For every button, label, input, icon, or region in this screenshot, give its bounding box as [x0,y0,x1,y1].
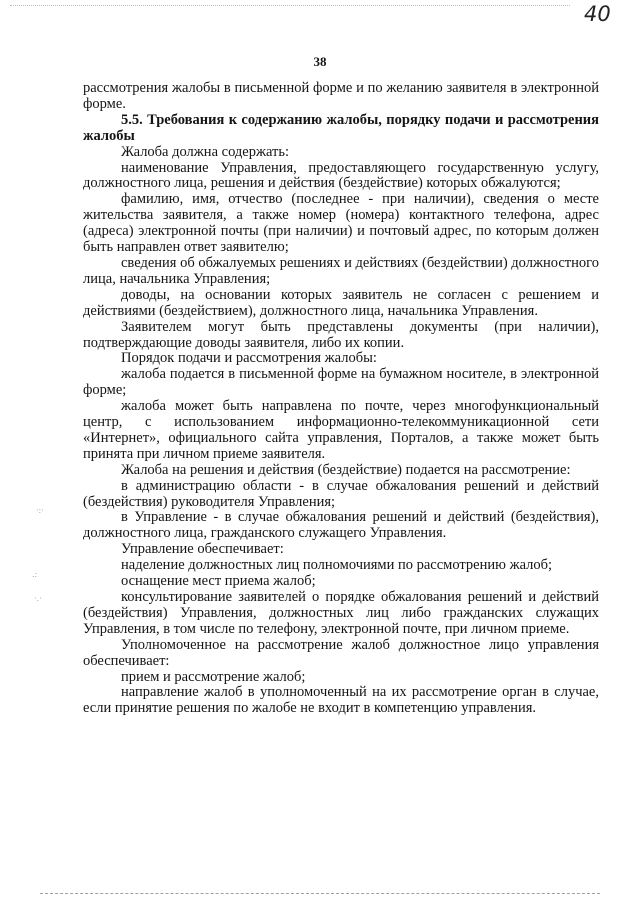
scan-speck: ·.· [34,594,42,603]
paragraph: наделение должностных лиц полномочиями по рассмотрению жалоб; [121,557,553,574]
scan-speck: ·:· [36,506,44,515]
document-body [83,81,599,717]
paragraph: Заявителем могут быть представлены документы (при наличии), подтверждающие доводы заявителя, либо их копии. [83,318,599,351]
paragraph: в администрацию области - в случае обжалования решений и действий (бездействия) руководителя Управления; [83,477,599,510]
paragraph: Уполномоченное на рассмотрение жалоб должностное лицо управления обеспечивает: [83,636,599,669]
paragraph: Порядок подачи и рассмотрения жалобы: [121,350,377,367]
section-heading: 5.5. Требования к содержанию жалобы, порядку подачи и рассмотрения жалобы [83,111,599,144]
paragraph: Жалоба должна содержать: [121,143,290,160]
paragraph: Управление обеспечивает: [121,541,284,558]
paragraph: наименование Управления, предоставляющего государственную услугу, должностного лица, решения и действия (бездействие) которых обжалуются; [83,159,599,192]
paragraph: консультирование заявителей о порядке обжалования решений и действий (бездействия) Управления, должностных лиц либо гражданских служащих Управления, в том числе по телефону, электронной почте, при личном приеме. [83,589,599,637]
paragraph-continuation: рассмотрения жалобы в письменной форме и по желанию заявителя в электронной форме. [83,80,599,112]
handwritten-page-number: 40 [584,2,611,26]
paragraph: оснащение мест приема жалоб; [121,573,316,590]
paragraph: направление жалоб в уполномоченный на их рассмотрение орган в случае, если принятие решения по жалобе не входит в компетенцию управления. [83,684,599,717]
scan-artifact-bottom [40,893,600,897]
paragraph: в Управление - в случае обжалования решений и действий (бездействия), должностного лица, гражданского служащего Управления. [83,509,599,542]
paragraph: жалоба подается в письменной форме на бумажном носителе, в электронной форме; [83,366,599,399]
paragraph: Жалоба на решения и действия (бездействие) подается на рассмотрение: [121,461,571,478]
paragraph: сведения об обжалуемых решениях и действиях (бездействии) должностного лица, начальника Управления; [83,254,599,287]
paragraph: прием и рассмотрение жалоб; [121,668,306,685]
paragraph: жалоба может быть направлена по почте, через многофункциональный центр, с использованием информационно-телекоммуникационной сети «Интернет», официального сайта управления, Порталов, а также может быть принята при личном приеме заявителя. [83,398,599,462]
paragraph: фамилию, имя, отчество (последнее - при наличии), сведения о месте жительства заявителя, а также номер (номера) контактного телефона, адрес (адреса) электронной почты (при наличии) и почтовый адрес, по которым должен быть направлен ответ заявителю; [83,191,599,256]
scan-speck: .: [32,570,38,579]
scan-artifact-top [10,5,570,10]
page-number: 38 [313,54,327,69]
paragraph: доводы, на основании которых заявитель не согласен с решением и действиями (бездействием), должностного лица, начальника Управления. [83,286,599,319]
